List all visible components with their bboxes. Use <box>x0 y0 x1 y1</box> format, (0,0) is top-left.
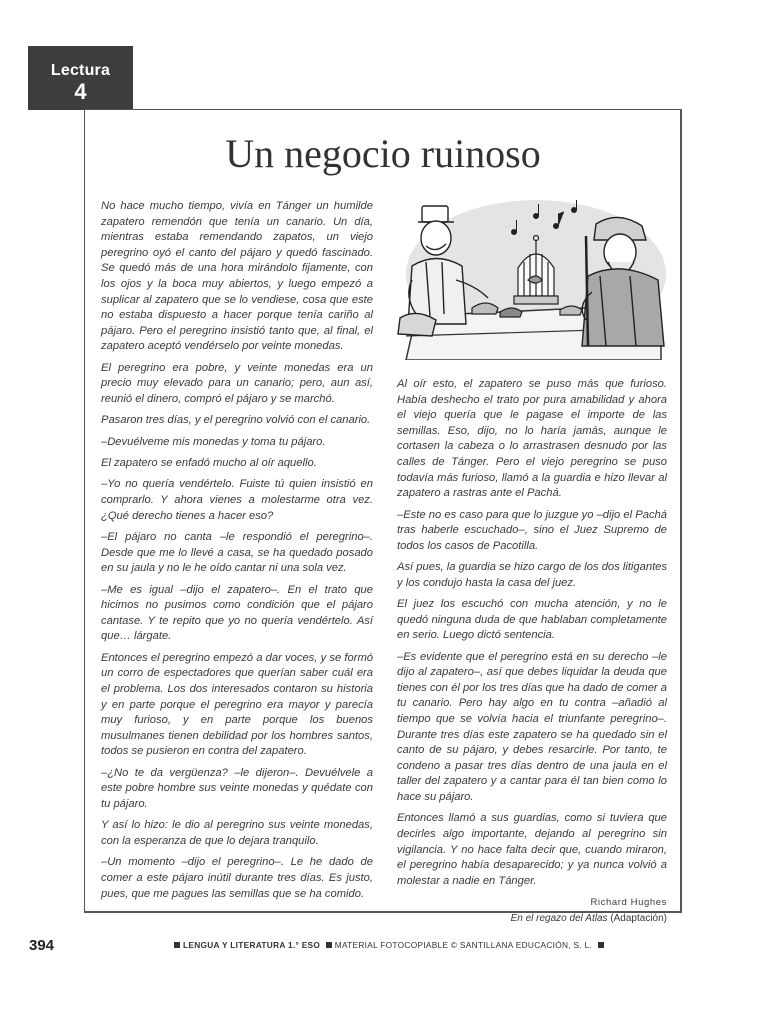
paragraph: Al oír esto, el zapatero se puso más que furioso. Había deshecho el trato por pura amabilidad y ahora el viejo quería que le pagase el importe de las semillas. Eso, dijo, no lo haría jamás, aunque le cortasen la cabeza o lo arrastrasen desnudo por las calles de Tánger. Pero el viejo peregrino se puso todavía más furioso, llamó a la guardia e hizo llevar al zapatero a rastras ante el Pachá. <box>397 378 667 500</box>
square-bullet-icon <box>174 942 180 948</box>
cobbler-pilgrim-illustration <box>396 196 666 360</box>
pilgrim-figure <box>582 217 664 346</box>
right-column <box>397 377 667 926</box>
paragraph: –Me es igual –dijo el zapatero–. En el trato que hicimos no pusimos como condición que el pájaro cantase. Y te repito que yo no quería vendértelo. Así que… lárgate. <box>101 583 373 643</box>
paragraph: Así pues, la guardia se hizo cargo de los dos litigantes y los condujo hasta la casa del juez. <box>397 561 667 589</box>
paragraph: –Es evidente que el peregrino está en su derecho –le dijo al zapatero–, así que debes liquidar la deuda que tienes con él por los tres días que ha dado de comer a tu canario. Pero hay algo en tu contra –añadió al tiempo que se volvía hacia el triunfante peregrino–. Durante tres días este zapatero se ha quedado sin el canto de su pájaro, y debes resarcirle. Por tanto, te condeno a pasar tres días dentro de una jaula en el taller del zapatero y a cantar para él tan bien como lo hace su pájaro. <box>397 650 667 804</box>
left-column <box>101 199 373 908</box>
author-name: Richard Hughes <box>590 897 667 909</box>
tab-label: Lectura <box>50 62 111 79</box>
paragraph: Entonces llamó a sus guardias, como si tuviera que decirles algo importante, dejando al peregrino sin vigilancia. Y no hace falta decir que, cuando miraron, el peregrino había desaparecido; y ya nunca volvió a molestar a nadie en Tánger. <box>397 812 667 887</box>
footer-rights: MATERIAL FOTOCOPIABLE © SANTILLANA EDUCACIÓN, S. L. <box>334 940 593 950</box>
tab-number: 4 <box>74 79 87 104</box>
paragraph: –Este no es caso para que lo juzgue yo –dijo el Pachá tras haberle escuchado–, sino el Juez Supremo de todos los casos de Pacotilla. <box>397 508 667 552</box>
paragraph: –Yo no quería vendértelo. Fuiste tú quien insistió en comprarlo. Y ahora vienes a molestarme otra vez. ¿Qué derecho tienes a hacer eso? <box>101 478 373 522</box>
source-note: (Adaptación) <box>610 912 667 924</box>
source-citation <box>397 911 667 927</box>
paragraph: Entonces el peregrino empezó a dar voces, y se formó un corro de espectadores que querían saber cuál era el problema. Los dos interesados contaron su historia y en parte porque el peregrino era mayor y parecía muy furioso, y en parte porque los buenos musulmanes tienen debilidad por los hombres santos, todos se pusieron en contra del zapatero. <box>101 651 373 758</box>
reading-tab <box>28 46 133 110</box>
paragraph: Pasaron tres días, y el peregrino volvió con el canario. <box>101 414 371 427</box>
paragraph: –Devuélveme mis monedas y toma tu pájaro. <box>101 435 326 448</box>
paragraph: Y así lo hizo: le dio al peregrino sus veinte monedas, con la esperanza de que lo dejara tranquilo. <box>101 819 373 847</box>
square-bullet-icon <box>598 942 604 948</box>
paragraph: –¿No te da vergüenza? –le dijeron–. Devuélvele a este pobre hombre sus veinte monedas y quédate con tu pájaro. <box>101 766 373 810</box>
story-title: Un negocio ruinoso <box>225 131 541 176</box>
paragraph: El zapatero se enfadó mucho al oír aquello. <box>101 457 317 470</box>
footer <box>174 940 607 950</box>
source-book: En el regazo del Atlas <box>510 912 608 924</box>
paragraph: No hace mucho tiempo, vivía en Tánger un humilde zapatero remendón que tenía un canario. Un día, mientras estaba remendando zapatos, un viejo peregrino oyó el canto del pájaro y quedó fascinado. Se quedó más de una hora mirándolo fijamente, con los ojos y la boca muy abiertos, y luego empezó a suplicar al zapatero que se lo vendiese, cosa que este no estaba dispuesto a hacer porque tenía cariño al pájaro. Pero el peregrino insistió tanto que, al final, el zapatero aceptó vendérselo por veinte monedas. <box>101 200 373 353</box>
paragraph: –Un momento –dijo el peregrino–. Le he dado de comer a este pájaro inútil durante tres días. Es justo, pues, que me pagues las semillas que se ha comido. <box>101 856 373 900</box>
page-number: 394 <box>29 937 55 954</box>
paragraph: El juez los escuchó con mucha atención, y no le quedó ninguna duda de que hablaban completamente en serio. Luego dictó sentencia. <box>397 598 667 642</box>
square-bullet-icon <box>326 942 332 948</box>
footer-subject: LENGUA Y LITERATURA 1.° ESO <box>183 940 321 950</box>
paragraph: El peregrino era pobre, y veinte monedas era un precio muy elevado para un canario; pero, aun así, reunió el dinero, compró el pájaro y se marchó. <box>101 361 373 405</box>
paragraph: –El pájaro no canta –le respondió el peregrino–. Desde que me lo llevé a casa, se ha quedado posado en su jaula y no le he oído cantar ni una sola vez. <box>101 531 373 575</box>
